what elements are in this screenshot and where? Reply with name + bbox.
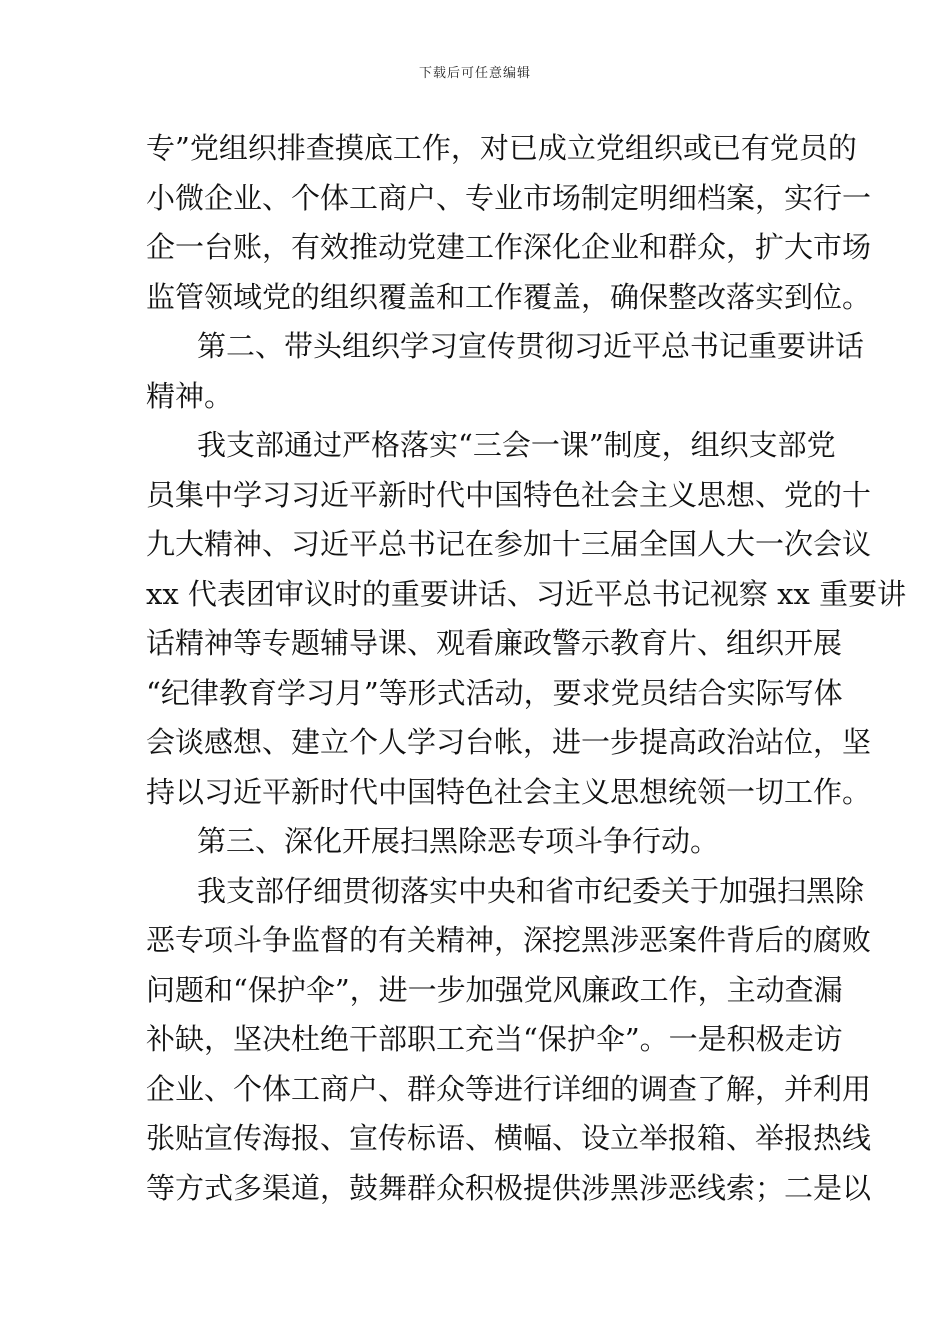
- body-text-line: 第三、深化开展扫黑除恶专项斗争行动。: [197, 824, 720, 858]
- body-text-line: 我支部通过严格落实“三会一课”制度，组织支部党: [197, 428, 836, 462]
- body-text-line: 话精神等专题辅导课、观看廉政警示教育片、组织开展: [146, 626, 843, 660]
- body-text-line: 张贴宣传海报、宣传标语、横幅、设立举报箱、举报热线: [146, 1121, 872, 1155]
- body-text-line: 我支部仔细贯彻落实中央和省市纪委关于加强扫黑除: [197, 873, 865, 908]
- body-text-line: 会谈感想、建立个人学习台帐，进一步提高政治站位，坚: [146, 725, 872, 759]
- body-text-line: 企一台账，有效推动党建工作深化企业和群众，扩大市场: [146, 230, 872, 264]
- page-header-note: 下载后可任意编辑: [418, 66, 531, 81]
- body-text-line: 恶专项斗争监督的有关精神，深挖黑涉恶案件背后的腐败: [146, 923, 872, 957]
- body-text-line: 监管领域党的组织覆盖和工作覆盖，确保整改落实到位。: [146, 279, 872, 314]
- body-text-line: 持以习近平新时代中国特色社会主义思想统领一切工作。: [146, 774, 872, 809]
- body-text-line: 第二、带头组织学习宣传贯彻习近平总书记重要讲话: [197, 329, 865, 363]
- body-text-line: 专”党组织排查摸底工作，对已成立党组织或已有党员的: [146, 131, 857, 165]
- body-text-line: 小微企业、个体工商户、专业市场制定明细档案，实行一: [146, 180, 872, 215]
- body-text-line: “纪律教育学习月”等形式活动，要求党员结合实际写体: [146, 675, 843, 710]
- body-text-line: xx 代表团审议时的重要讲话、习近平总书记视察 xx 重要讲: [146, 576, 907, 611]
- body-text-line: 九大精神、习近平总书记在参加十三届全国人大一次会议: [146, 527, 872, 561]
- body-text-line: 等方式多渠道，鼓舞群众积极提供涉黑涉恶线索；二是以: [146, 1170, 872, 1205]
- body-text-line: 员集中学习习近平新时代中国特色社会主义思想、党的十: [146, 477, 872, 512]
- body-text-line: 精神。: [146, 378, 234, 413]
- body-text-line: 问题和“保护伞”，进一步加强党风廉政工作，主动查漏: [146, 972, 843, 1007]
- body-text-line: 企业、个体工商户、群众等进行详细的调查了解，并利用: [146, 1071, 872, 1106]
- body-text-line: 补缺，坚决杜绝干部职工充当“保护伞”。一是积极走访: [146, 1022, 843, 1056]
- document-body: [146, 124, 907, 1213]
